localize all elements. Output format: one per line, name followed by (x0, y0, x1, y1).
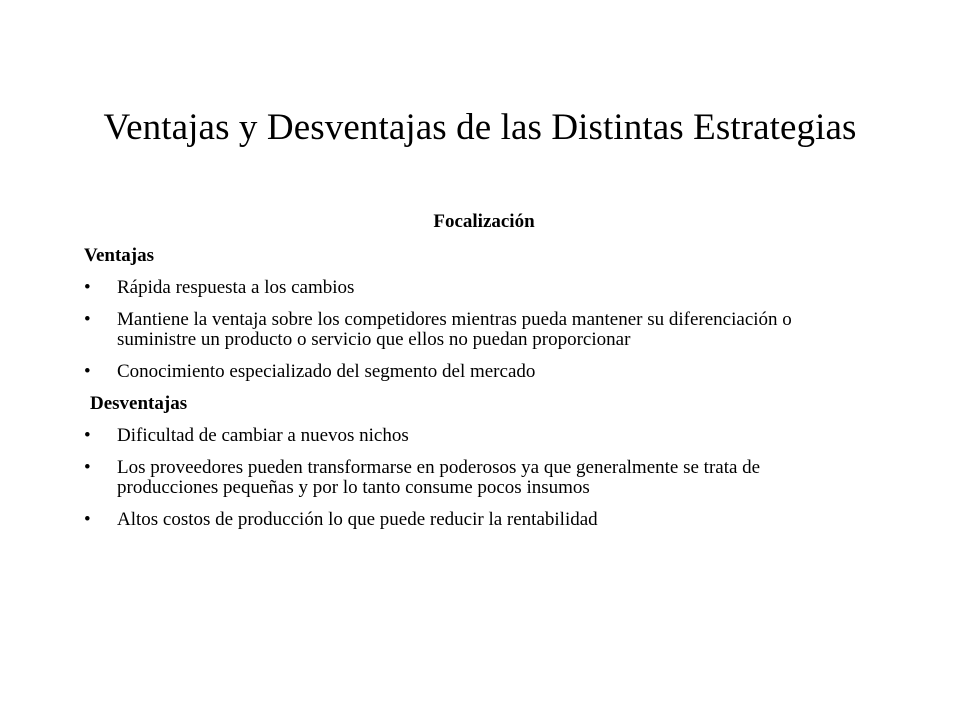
desventajas-heading: Desventajas (90, 393, 188, 414)
list-item (84, 458, 864, 498)
list-item-text: Rápida respuesta a los cambios (117, 277, 355, 298)
desventajas-list (84, 426, 864, 530)
bullet-icon: • (84, 457, 91, 478)
list-item (84, 426, 864, 446)
list-item (84, 310, 864, 350)
list-item-text: Altos costos de producción lo que puede reducir la rentabilidad (117, 509, 598, 530)
list-item-text: Mantiene la ventaja sobre los competidores mientras pueda mantener su diferenciación o suministre un producto o servicio que ellos no puedan proporcionar (117, 309, 792, 350)
list-item (84, 278, 864, 298)
slide-content (84, 212, 864, 542)
bullet-icon: • (84, 277, 91, 298)
list-item-text: Dificultad de cambiar a nuevos nichos (117, 425, 409, 446)
bullet-icon: • (84, 509, 91, 530)
list-item (84, 510, 864, 530)
ventajas-list (84, 278, 864, 382)
ventajas-heading: Ventajas (84, 245, 155, 266)
bullet-icon: • (84, 425, 91, 446)
slide-title: Ventajas y Desventajas de las Distintas Estrategias (103, 107, 857, 148)
slide-subtitle: Focalización (433, 211, 535, 232)
list-item-text: Conocimiento especializado del segmento del mercado (117, 361, 536, 382)
bullet-icon: • (84, 309, 91, 330)
list-item-text: Los proveedores pueden transformarse en poderosos ya que generalmente se trata de producciones pequeñas y por lo tanto consume pocos insumos (117, 457, 761, 498)
list-item (84, 362, 864, 382)
bullet-icon: • (84, 361, 91, 382)
